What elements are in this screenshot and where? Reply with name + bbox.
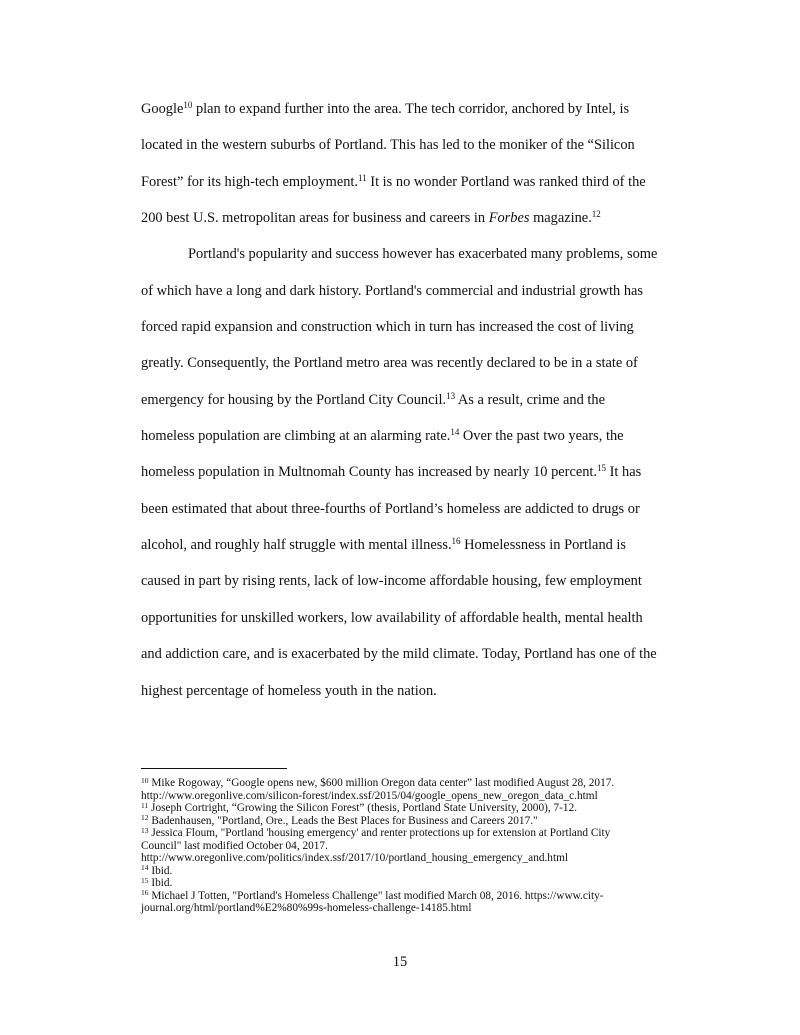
footnote-ref[interactable]: 10 <box>183 100 193 110</box>
footnote-number: 14 <box>141 863 149 872</box>
body-line: homeless population in Multnomah County has increased by nearly 10 percent.$^{15}$ It has <box>141 463 642 481</box>
footnote: $^{13}$ Jessica Floum, "Portland 'housing emergency' and renter protections up for extension at Portland City <box>141 825 611 839</box>
body-line: homeless population are climbing at an alarming rate.$^{14}$ Over the past two years, the <box>141 427 624 445</box>
body-line: been estimated that about three-fourths of Portland’s homeless are addicted to drugs or <box>141 500 640 517</box>
footnote-separator <box>141 768 287 769</box>
footnotes <box>141 777 721 915</box>
footnote-number: 11 <box>141 800 149 810</box>
body-line: of which have a long and dark history. Portland's commercial and industrial growth has <box>141 282 644 299</box>
footnote-url[interactable]: http://www.oregonlive.com/silicon-forest/index.ssf/2015/04/google_opens_new_oregon_data_c.html <box>141 789 598 802</box>
body-line: 200 best U.S. metropolitan areas for business and careers in Forbes magazine.$^{12}$ <box>141 209 601 227</box>
footnote-number: 13 <box>141 825 149 835</box>
footnote-url[interactable]: journal.org/html/portland%E2%80%99s-homeless-challenge-14185.html <box>141 902 472 914</box>
footnote-number: 12 <box>141 813 149 822</box>
footnote: $^{15}$ Ibid. <box>141 875 173 889</box>
footnote-url[interactable]: http://www.oregonlive.com/politics/index.ssf/2017/10/portland_housing_emergency_and.html <box>141 852 569 864</box>
footnote-ref[interactable]: 13 <box>446 390 456 401</box>
footnote-ref[interactable]: 15 <box>597 463 607 474</box>
footnote: $^{11}$ Joseph Cortright, “Growing the Silicon Forest” (thesis, Portland State University, 2000), 7-12. <box>141 800 578 814</box>
body-line: Google$^{10}$ plan to expand further into the area. The tech corridor, anchored by Intel, is <box>141 100 630 117</box>
footnote-number: 10 <box>141 775 149 785</box>
footnote-ref[interactable]: 16 <box>451 536 461 547</box>
body-text <box>141 91 721 709</box>
page-number: 15 <box>392 954 408 970</box>
body-line: Portland's popularity and success however has exacerbated many problems, some <box>188 246 658 263</box>
footnote-ref[interactable]: 14 <box>450 427 460 438</box>
body-line: Forest” for its high-tech employment.$^{11}$ It is no wonder Portland was ranked third of the <box>141 172 646 190</box>
body-line: greatly. Consequently, the Portland metro area was recently declared to be in a state of <box>141 355 638 372</box>
body-line: forced rapid expansion and construction which in turn has increased the cost of living <box>141 319 634 336</box>
publication-title: Forbes <box>488 210 530 227</box>
body-line: located in the western suburbs of Portland. This has led to the moniker of the “Silicon <box>141 137 635 154</box>
footnote: $^{12}$ Badenhausen, "Portland, Ore., Leads the Best Places for Business and Careers 2017." <box>141 813 538 827</box>
footnote-number: 16 <box>141 888 149 897</box>
body-line: alcohol, and roughly half struggle with mental illness.$^{16}$ Homelessness in Portland is <box>141 536 627 554</box>
footnote-ref[interactable]: 11 <box>358 172 367 183</box>
body-line: emergency for housing by the Portland City Council.$^{13}$ As a result, crime and the <box>141 390 605 408</box>
body-line: caused in part by rising rents, lack of low-income affordable housing, few employment <box>141 573 642 590</box>
footnote-ref[interactable]: 12 <box>591 209 601 220</box>
footnote-number: 15 <box>141 875 149 885</box>
footnote: $^{16}$ Michael J Totten, "Portland's Homeless Challenge" last modified March 08, 2016. https://www.city- <box>141 888 604 902</box>
body-line: highest percentage of homeless youth in the nation. <box>141 682 437 699</box>
footnote: $^{10}$ Mike Rogoway, “Google opens new, $600 million Oregon data center” last modified August 28, 2017. <box>141 775 615 789</box>
body-line: opportunities for unskilled workers, low availability of affordable health, mental health <box>141 609 643 626</box>
footnote-continuation: Council" last modified October 04, 2017. <box>141 839 328 852</box>
footnote: $^{14}$ Ibid. <box>141 863 173 877</box>
body-line: and addiction care, and is exacerbated by the mild climate. Today, Portland has one of the <box>141 646 657 663</box>
